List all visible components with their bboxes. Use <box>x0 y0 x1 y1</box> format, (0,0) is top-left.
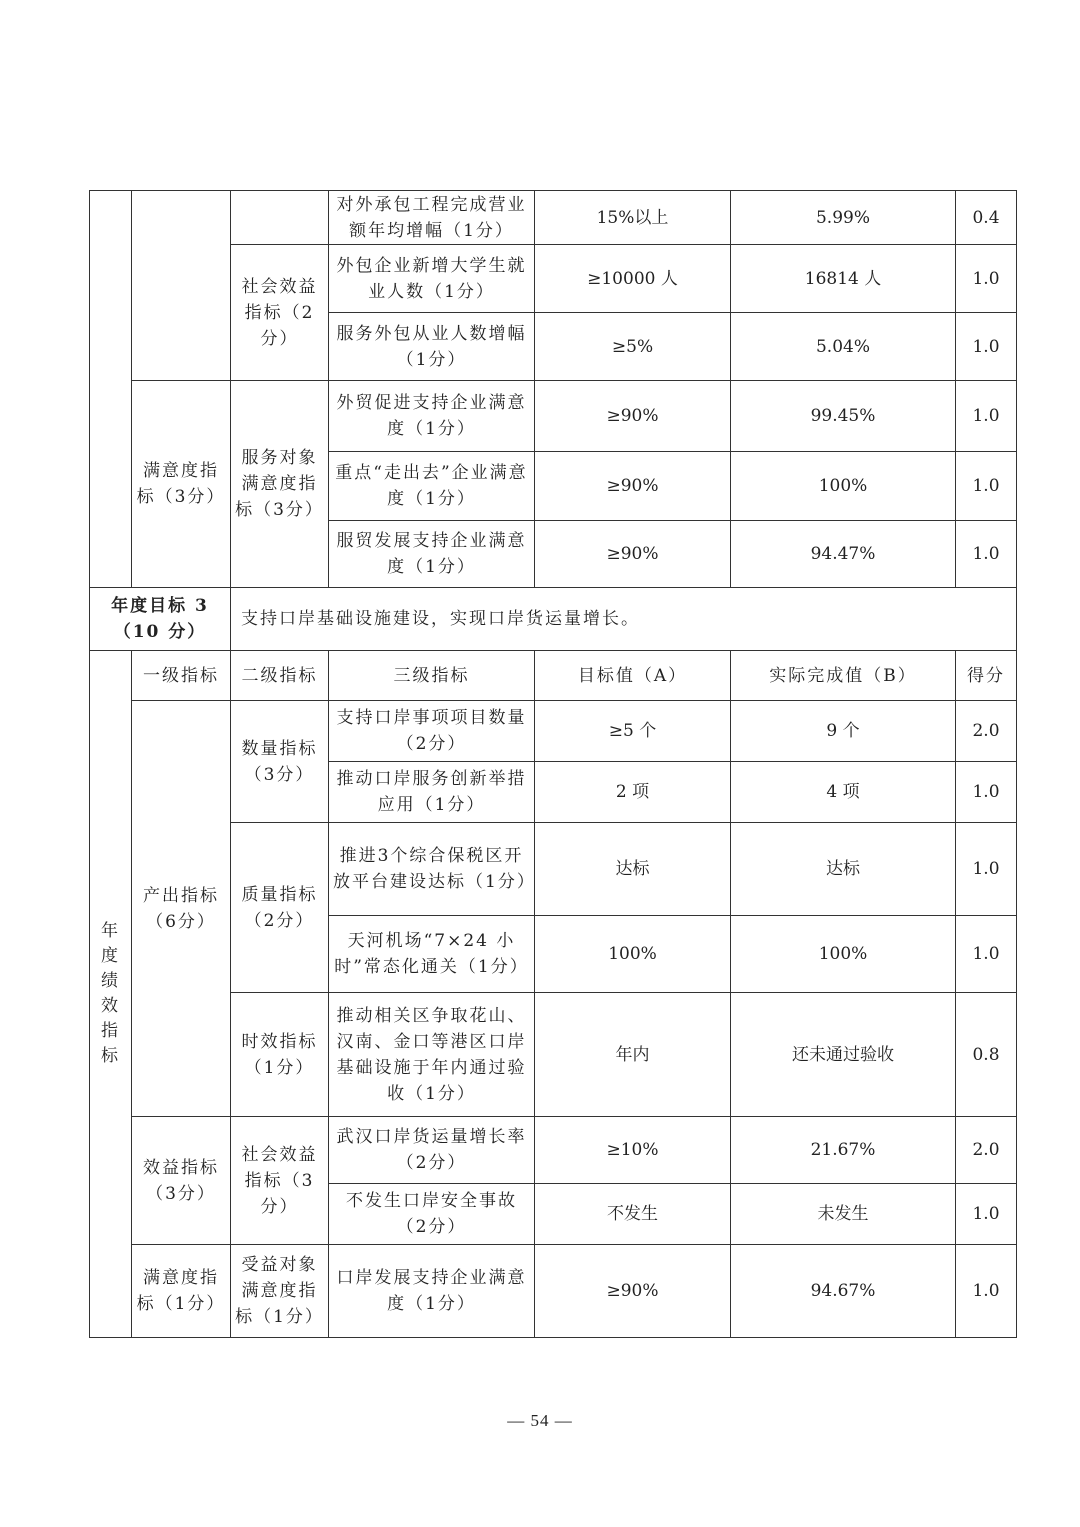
actual-cell: 5.99% <box>731 191 956 245</box>
score-cell: 0.4 <box>956 191 1017 245</box>
l3-cell: 服贸发展支持企业满意度（1分） <box>329 521 535 588</box>
top-side-cell <box>90 191 132 588</box>
target-cell: 15%以上 <box>535 191 731 245</box>
actual-cell: 16814 人 <box>731 245 956 313</box>
target-cell: ≥5 个 <box>535 701 731 762</box>
l2-quantity: 数量指标（3分） <box>231 701 329 823</box>
target-cell: ≥90% <box>535 381 731 452</box>
score-cell: 1.0 <box>956 313 1017 381</box>
target-cell: ≥90% <box>535 1245 731 1338</box>
actual-cell: 还未通过验收 <box>731 993 956 1117</box>
actual-cell: 21.67% <box>731 1117 956 1184</box>
score-cell: 0.8 <box>956 993 1017 1117</box>
top-l2-cell <box>231 191 329 245</box>
actual-cell: 4 项 <box>731 762 956 823</box>
actual-cell: 94.47% <box>731 521 956 588</box>
score-cell: 1.0 <box>956 823 1017 916</box>
score-cell: 1.0 <box>956 521 1017 588</box>
target-cell: 2 项 <box>535 762 731 823</box>
target-cell: 年内 <box>535 993 731 1117</box>
l3-cell: 推进3个综合保税区开放平台建设达标（1分） <box>329 823 535 916</box>
actual-cell: 5.04% <box>731 313 956 381</box>
annual-performance-side-label: 年度绩效指标 <box>90 651 132 1338</box>
l2-social-benefit: 社会效益指标（3分） <box>231 1117 329 1245</box>
score-cell: 2.0 <box>956 701 1017 762</box>
l3-cell: 口岸发展支持企业满意度（1分） <box>329 1245 535 1338</box>
actual-cell: 达标 <box>731 823 956 916</box>
target-cell: ≥5% <box>535 313 731 381</box>
target-cell: 100% <box>535 916 731 993</box>
l1-satisfaction: 满意度指标（3分） <box>132 381 231 588</box>
goal3-description: 支持口岸基础设施建设，实现口岸货运量增长。 <box>231 588 1017 651</box>
target-cell: ≥90% <box>535 521 731 588</box>
header-actual: 实际完成值（B） <box>731 651 956 701</box>
actual-cell: 100% <box>731 916 956 993</box>
l1-benefit: 效益指标（3分） <box>132 1117 231 1245</box>
target-cell: ≥10% <box>535 1117 731 1184</box>
target-cell: ≥90% <box>535 452 731 521</box>
score-cell: 1.0 <box>956 452 1017 521</box>
header-score: 得分 <box>956 651 1017 701</box>
target-cell: 不发生 <box>535 1184 731 1245</box>
header-l2: 二级指标 <box>231 651 329 701</box>
actual-cell: 99.45% <box>731 381 956 452</box>
l3-cell: 武汉口岸货运量增长率（2分） <box>329 1117 535 1184</box>
goal3-label-cell <box>90 588 231 651</box>
l3-cell: 支持口岸事项项目数量（2分） <box>329 701 535 762</box>
l3-cell: 外贸促进支持企业满意度（1分） <box>329 381 535 452</box>
score-cell: 1.0 <box>956 381 1017 452</box>
l1-satisfaction: 满意度指标（1分） <box>132 1245 231 1338</box>
score-cell: 1.0 <box>956 1184 1017 1245</box>
header-l3: 三级指标 <box>329 651 535 701</box>
l2-timeliness: 时效指标（1分） <box>231 993 329 1117</box>
actual-cell: 94.67% <box>731 1245 956 1338</box>
l3-cell: 不发生口岸安全事故（2分） <box>329 1184 535 1245</box>
target-cell: 达标 <box>535 823 731 916</box>
performance-table <box>89 190 1017 1338</box>
score-cell: 1.0 <box>956 916 1017 993</box>
actual-cell: 未发生 <box>731 1184 956 1245</box>
target-cell: ≥10000 人 <box>535 245 731 313</box>
actual-cell: 100% <box>731 452 956 521</box>
l2-quality: 质量指标（2分） <box>231 823 329 993</box>
header-target: 目标值（A） <box>535 651 731 701</box>
l2-social-benefit: 社会效益指标（2分） <box>231 245 329 381</box>
l3-cell: 天河机场“7×24 小时”常态化通关（1分） <box>329 916 535 993</box>
l1-output: 产出指标（6分） <box>132 701 231 1117</box>
score-cell: 1.0 <box>956 762 1017 823</box>
score-cell: 1.0 <box>956 1245 1017 1338</box>
l3-cell: 重点“走出去”企业满意度（1分） <box>329 452 535 521</box>
l3-cell: 对外承包工程完成营业额年均增幅（1分） <box>329 191 535 245</box>
page-number: — 54 — <box>507 1411 573 1430</box>
score-cell: 1.0 <box>956 245 1017 313</box>
goal3-label: 年度目标 3 <box>111 596 209 616</box>
l2-service-satisfaction: 服务对象满意度指标（3分） <box>231 381 329 588</box>
l3-cell: 服务外包从业人数增幅（1分） <box>329 313 535 381</box>
l3-cell: 推动口岸服务创新举措应用（1分） <box>329 762 535 823</box>
top-l1-cell <box>132 191 231 381</box>
l3-cell: 外包企业新增大学生就业人数（1分） <box>329 245 535 313</box>
score-cell: 2.0 <box>956 1117 1017 1184</box>
l2-beneficiary-satisfaction: 受益对象满意度指标（1分） <box>231 1245 329 1338</box>
l3-cell: 推动相关区争取花山、汉南、金口等港区口岸基础设施于年内通过验收（1分） <box>329 993 535 1117</box>
actual-cell: 9 个 <box>731 701 956 762</box>
header-l1: 一级指标 <box>132 651 231 701</box>
goal3-points: （10 分） <box>113 622 207 642</box>
